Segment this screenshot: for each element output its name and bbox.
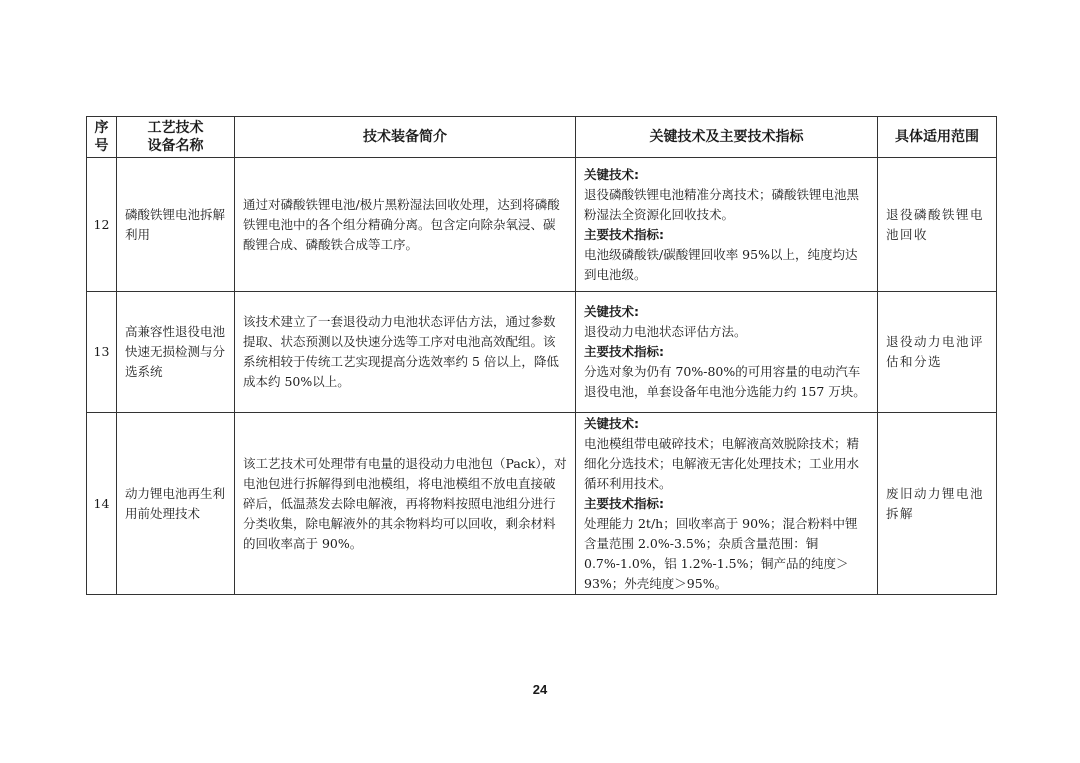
row-number: 13 (87, 292, 117, 413)
table-row (87, 413, 997, 595)
header-process-name: 工艺技术 设备名称 (117, 117, 235, 158)
header-key-technology: 关键技术及主要技术指标 (576, 117, 878, 158)
indicators-label: 主要技术指标: (584, 495, 664, 511)
header-description: 技术装备简介 (235, 117, 576, 158)
key-technology-cell (576, 413, 878, 595)
indicators-label: 主要技术指标: (584, 344, 664, 359)
header-application-scope: 具体适用范围 (878, 117, 997, 158)
process-description: 该技术建立了一套退役动力电池状态评估方法，通过参数提取、状态预测以及快速分选等工序对电池高效配组。该系统相较于传统工艺实现提高分选效率约 5 倍以上，降低成本约 50%以上。 (235, 292, 576, 413)
key-tech-label: 关键技术: (584, 166, 639, 182)
application-scope: 废旧动力锂电池拆解 (878, 413, 997, 595)
key-tech-label: 关键技术: (584, 415, 639, 431)
process-name: 磷酸铁锂电池拆解利用 (117, 158, 235, 292)
key-technology-cell (576, 158, 878, 292)
application-scope: 退役动力电池评估和分选 (878, 292, 997, 413)
key-tech-text: 退役动力电池状态评估方法。 (584, 324, 747, 339)
process-name: 高兼容性退役电池快速无损检测与分选系统 (117, 292, 235, 413)
process-description: 该工艺技术可处理带有电量的退役动力电池包（Pack），对电池包进行拆解得到电池模组，将电池模组不放电直接破碎后，低温蒸发去除电解液，再将物料按照电池组分进行分类收集，除电解液外的其余物料均可以回收，剩余材料的回收率高于 90%。 (235, 413, 576, 595)
key-tech-label: 关键技术: (584, 304, 639, 319)
key-technology-cell (576, 292, 878, 413)
key-tech-text: 电池模组带电破碎技术；电解液高效脱除技术；精细化分选技术；电解液无害化处理技术；工业用水循环利用技术。 (584, 435, 860, 491)
indicators-text: 处理能力 2t/h；回收率高于 90%；混合粉料中锂含量范围 2.0%-3.5%；杂质含量范围：铜 0.7%-1.0%，铝 1.2%-1.5%；铜产品的纯度＞93%；外壳纯度＞95%。 (584, 515, 858, 591)
header-serial-number: 序 号 (87, 117, 117, 158)
key-tech-text: 退役磷酸铁锂电池精准分离技术；磷酸铁锂电池黑粉湿法全资源化回收技术。 (584, 186, 860, 222)
row-number: 12 (87, 158, 117, 292)
table-row (87, 158, 997, 292)
row-number: 14 (87, 413, 117, 595)
indicators-label: 主要技术指标: (584, 226, 664, 242)
table-header-row (87, 117, 997, 158)
page-number: 24 (532, 682, 548, 697)
application-scope: 退役磷酸铁锂电池回收 (878, 158, 997, 292)
indicators-text: 电池级磷酸铁/碳酸锂回收率 95%以上，纯度均达到电池级。 (584, 246, 858, 282)
technology-table (86, 116, 997, 595)
process-name: 动力锂电池再生利用前处理技术 (117, 413, 235, 595)
process-description: 通过对磷酸铁锂电池/极片黑粉湿法回收处理，达到将磷酸铁锂电池中的各个组分精确分离。包含定向除杂氧浸、碳酸锂合成、磷酸铁合成等工序。 (235, 158, 576, 292)
indicators-text: 分选对象为仍有 70%-80%的可用容量的电动汽车退役电池，单套设备年电池分选能力约 157 万块。 (584, 364, 866, 399)
table-row (87, 292, 997, 413)
